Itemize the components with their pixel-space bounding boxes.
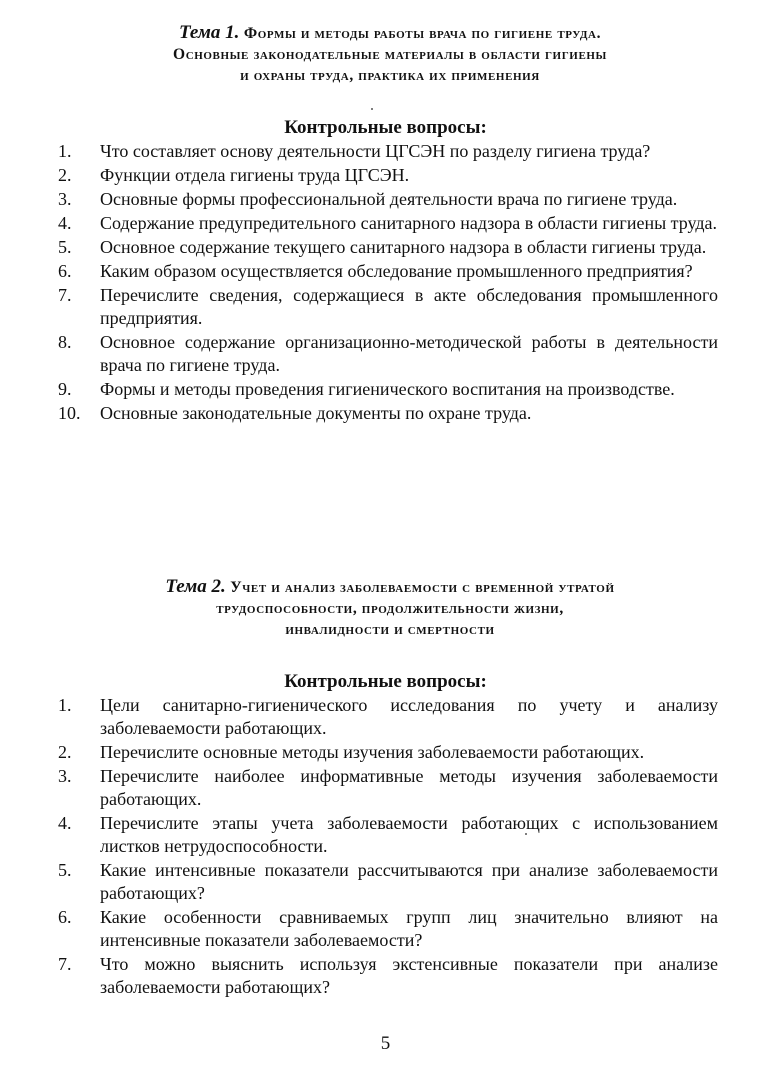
list-item bbox=[58, 906, 718, 952]
list-item bbox=[58, 284, 718, 330]
topic-2-heading bbox=[60, 576, 720, 640]
list-item bbox=[58, 953, 718, 999]
topic-2-questions-title: Контрольные вопросы: bbox=[284, 671, 487, 692]
topic-2-heading-line-1 bbox=[60, 576, 720, 598]
question-text: Функции отдела гигиены труда ЦГСЭН. bbox=[100, 165, 410, 185]
question-number: 2. bbox=[58, 742, 72, 762]
question-text: Основное содержание организационно-методической работы в деятельности врача по гигиене труда. bbox=[100, 332, 718, 375]
topic-1-label: Тема 1. bbox=[178, 22, 240, 43]
question-number: 1. bbox=[58, 695, 72, 715]
question-number: 8. bbox=[58, 332, 72, 352]
topic-2-label: Тема 2. bbox=[165, 576, 226, 597]
question-number: 3. bbox=[58, 766, 72, 786]
question-text: Что составляет основу деятельности ЦГСЭН по разделу гигиена труда? bbox=[100, 141, 651, 161]
question-number: 5. bbox=[58, 237, 72, 257]
question-text: Основные формы профессиональной деятельности врача по гигиене труда. bbox=[100, 189, 678, 209]
question-number: 5. bbox=[58, 860, 72, 880]
list-item bbox=[58, 140, 718, 163]
question-text: Содержание предупредительного санитарного надзора в области гигиены труда. bbox=[100, 213, 718, 233]
question-text: Какие особенности сравниваемых групп лиц значительно влияют на интенсивные показатели заболеваемости? bbox=[100, 907, 718, 950]
speck-mark bbox=[525, 833, 527, 835]
list-item bbox=[58, 402, 718, 425]
topic-1-heading-line-2: Основные законодательные материалы в области гигиены bbox=[173, 46, 607, 63]
question-number: 7. bbox=[58, 954, 72, 974]
topic-1-heading-text-1: Формы и методы работы врача по гигиене труда. bbox=[243, 25, 602, 42]
question-text: Перечислите основные методы изучения заболеваемости работающих. bbox=[100, 742, 645, 762]
topic-2-heading-line-3: инвалидности и смертности bbox=[285, 621, 495, 638]
question-text: Что можно выяснить используя экстенсивные показатели при анализе заболеваемости работающих? bbox=[100, 954, 718, 997]
question-text: Перечислите наиболее информативные методы изучения заболеваемости работающих. bbox=[100, 766, 718, 809]
question-text: Какие интенсивные показатели рассчитываются при анализе заболеваемости работающих? bbox=[100, 860, 718, 903]
question-number: 4. bbox=[58, 213, 72, 233]
list-item bbox=[58, 741, 718, 764]
list-item bbox=[58, 188, 718, 211]
topic-1-heading-line-1 bbox=[60, 22, 720, 44]
list-item bbox=[58, 260, 718, 283]
list-item bbox=[58, 694, 718, 740]
topic-2-heading-text-1: Учет и анализ заболеваемости с временной утратой bbox=[230, 579, 615, 596]
topic-1-heading bbox=[60, 22, 720, 86]
question-number: 6. bbox=[58, 261, 72, 281]
question-number: 1. bbox=[58, 141, 72, 161]
topic-2-heading-line-2: трудоспособности, продолжительности жизни, bbox=[216, 600, 564, 617]
question-number: 10. bbox=[58, 403, 81, 423]
list-item bbox=[58, 859, 718, 905]
list-item bbox=[58, 212, 718, 235]
topic-1-questions-list bbox=[58, 140, 718, 426]
question-text: Каким образом осуществляется обследование промышленного предприятия? bbox=[100, 261, 693, 281]
question-number: 3. bbox=[58, 189, 72, 209]
list-item bbox=[58, 164, 718, 187]
question-text: Основные законодательные документы по охране труда. bbox=[100, 403, 532, 423]
topic-2-questions-list bbox=[58, 694, 718, 1000]
question-number: 4. bbox=[58, 813, 72, 833]
question-text: Формы и методы проведения гигиенического воспитания на производстве. bbox=[100, 379, 675, 399]
list-item bbox=[58, 378, 718, 401]
topic-1-heading-line-3: и охраны труда, практика их применения bbox=[240, 67, 540, 84]
question-text: Цели санитарно-гигиенического исследования по учету и анализу заболеваемости работающих. bbox=[100, 695, 718, 738]
list-item bbox=[58, 236, 718, 259]
list-item bbox=[58, 765, 718, 811]
question-number: 7. bbox=[58, 285, 72, 305]
topic-1-questions-title: Контрольные вопросы: bbox=[284, 117, 487, 138]
question-text: Основное содержание текущего санитарного надзора в области гигиены труда. bbox=[100, 237, 707, 257]
speck-mark bbox=[371, 108, 373, 110]
question-text: Перечислите этапы учета заболеваемости работающих с использованием листков нетрудоспособности. bbox=[100, 813, 718, 856]
question-text: Перечислите сведения, содержащиеся в акте обследования промышленного предприятия. bbox=[100, 285, 718, 328]
list-item bbox=[58, 812, 718, 858]
question-number: 6. bbox=[58, 907, 72, 927]
question-number: 2. bbox=[58, 165, 72, 185]
list-item bbox=[58, 331, 718, 377]
page-number: 5 bbox=[380, 1033, 391, 1054]
question-number: 9. bbox=[58, 379, 72, 399]
